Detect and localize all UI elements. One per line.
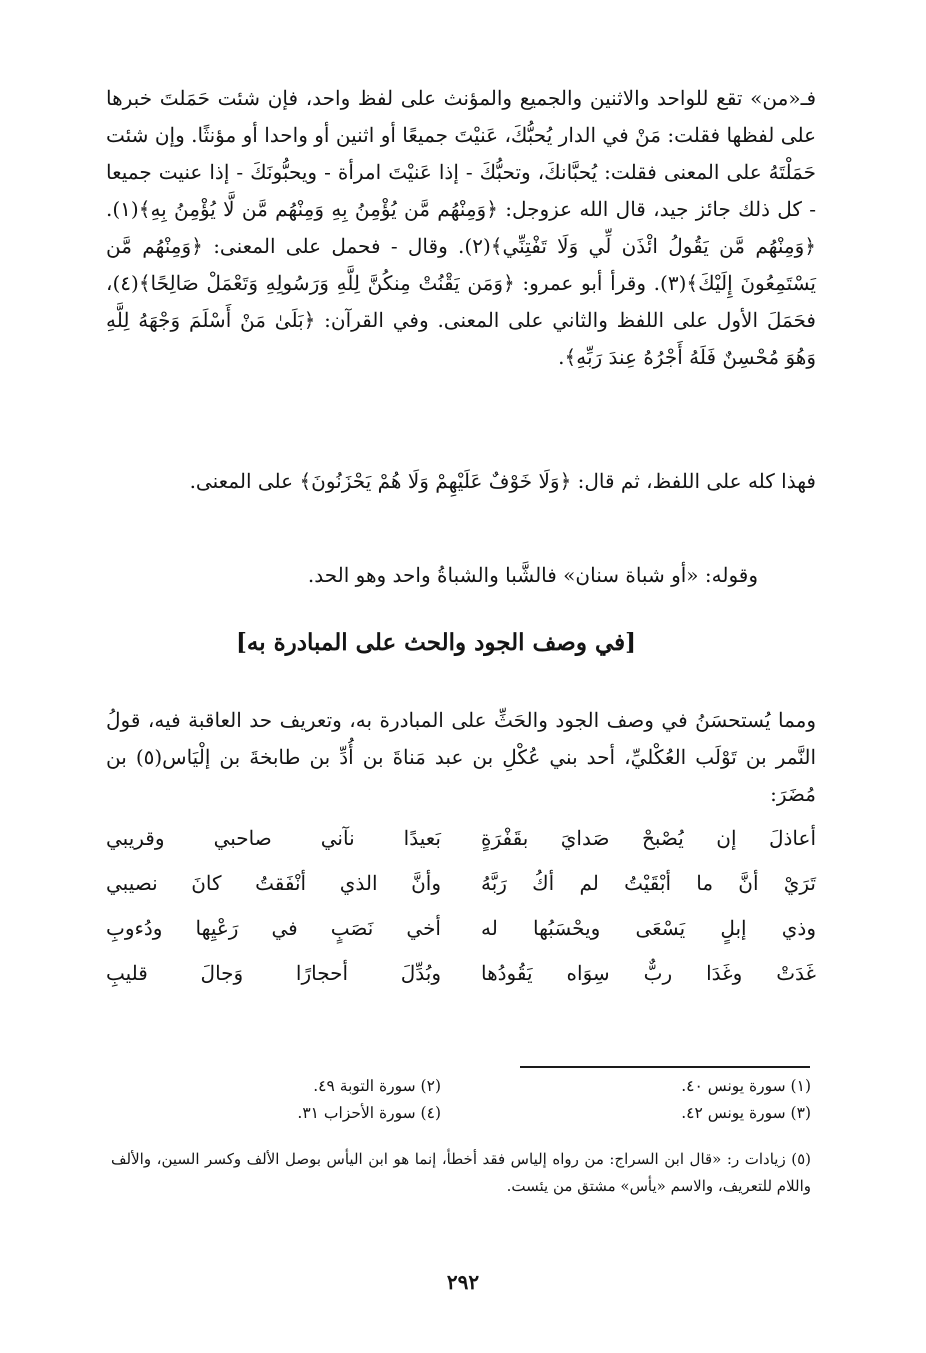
verse-second-hemistich: وبُدِّلَ أحجارًا وَجالَ قليبِ bbox=[106, 960, 441, 985]
footnote-5: (٥) زيادات ر: «قال ابن السراج: من رواه إلياس فقد أخطأ، إنما هو ابن اليأس بوصل الألف وكسر السين، والألف واللام للتعريف، والاسم «يأس» مشتق من يئست. bbox=[111, 1150, 811, 1195]
body-paragraph-1: فـ«من» تقع للواحد والاثنين والجميع والمؤنث على لفظ واحد، فإن شئت حَمَلتَ خبرها على لفظها فقلت: مَنْ في الدار يُحبُّكَ، عَنيْتَ جميعًا أو اثنين أو واحدا أو مؤنثًا. وإن شئت حَمَلْتَهُ على المعنى فقلت: يُحبَّانكَ، وتحبُّكَ - إذا عَنيْتَ امرأة - ويحبُّونَكَ - إذا عنيت جميعا - كل ذلك جائز جيد، قال الله عزوجل: ﴿وَمِنْهُم مَّن يُؤْمِنُ بِهِ وَمِنْهُم مَّن لَّا يُؤْمِنُ بِهِ﴾(١). ﴿وَمِنْهُم مَّن يَقُولُ ائْذَن لِّي وَلَا تَفْتِنِّي﴾(٢). وقال - فحمل على المعنى: ﴿وَمِنْهُم مَّن يَسْتَمِعُونَ إِلَيْكَ﴾(٣). وقرأ أبو عمرو: ﴿وَمَن يَقْنُتْ مِنكُنَّ لِلَّهِ وَرَسُولِهِ وَتَعْمَلْ صَالِحًا﴾(٤)، فحَمَلَ الأول على اللفظ والثاني على المعنى. وفي القرآن: ﴿بَلَىٰ مَنْ أَسْلَمَ وَجْهَهُ لِلَّهِ وَهُوَ مُحْسِنٌ فَلَهُ أَجْرُهُ عِندَ رَبِّهِ﴾. bbox=[106, 86, 816, 369]
footnote-3: (٣) سورة يونس ٤٢. bbox=[681, 1104, 811, 1122]
poem-verse bbox=[106, 860, 816, 905]
body-paragraph-3: وقوله: «أو شباة سنان» فالشَّبا والشباةُ واحد وهو الحد. bbox=[307, 563, 758, 587]
footnote-divider bbox=[520, 1066, 810, 1068]
page-number: ٢٩٢ bbox=[446, 1270, 480, 1294]
verse-first-hemistich: غَدَتْ وغَدَا ربٌّ سِوَاه يَقُودُها bbox=[481, 960, 816, 985]
poem-verse bbox=[106, 815, 816, 860]
section-heading: [في وصف الجود والحث على المبادرة به] bbox=[235, 629, 636, 656]
verse-first-hemistich: أعاذلَ إن يُصْبحْ صَدايَ بقَفْرَةٍ bbox=[481, 825, 816, 850]
section-paragraph: ومما يُستحسَنُ في وصف الجود والحَثِّ على المبادرة به، وتعريف حد العاقبة فيه، قولُ النَّمر بن تَوْلَب العُكْليِّ، أحد بني عُكْلِ بن عبد مَناةَ بن أُدِّ بن طابخةَ بن إلْيَاس(٥) بن مُضَرَ: bbox=[106, 708, 817, 806]
footnote-row bbox=[111, 1077, 811, 1095]
verse-second-hemistich: بَعيدًا نآني صاحبي وقريبي bbox=[106, 825, 441, 850]
footnote-2: (٢) سورة التوبة ٤٩. bbox=[313, 1077, 441, 1095]
verse-second-hemistich: أخي نَصَبٍ في رَعْيِها ودُءوبِ bbox=[106, 915, 441, 940]
verse-first-hemistich: تَرَيْ أنَّ ما أبْقَيْتُ لم أكُ رَبَّهُ bbox=[481, 870, 816, 895]
footnote-1: (١) سورة يونس ٤٠. bbox=[681, 1077, 811, 1095]
verse-first-hemistich: وذي إبلٍ يَسْعَى ويحْسَبُها له bbox=[481, 915, 816, 940]
poem bbox=[106, 815, 816, 995]
body-paragraph-2: فهذا كله على اللفظ، ثم قال: ﴿وَلَا خَوْفٌ عَلَيْهِمْ وَلَا هُمْ يَحْزَنُونَ﴾ على المعنى. bbox=[189, 469, 816, 493]
footnote-row bbox=[111, 1104, 811, 1122]
poem-verse bbox=[106, 905, 816, 950]
poem-verse bbox=[106, 950, 816, 995]
footnote-4: (٤) سورة الأحزاب ٣١. bbox=[297, 1104, 441, 1122]
verse-second-hemistich: وأنَّ الذي أنْفَقتُ كانَ نصيبي bbox=[106, 870, 441, 895]
